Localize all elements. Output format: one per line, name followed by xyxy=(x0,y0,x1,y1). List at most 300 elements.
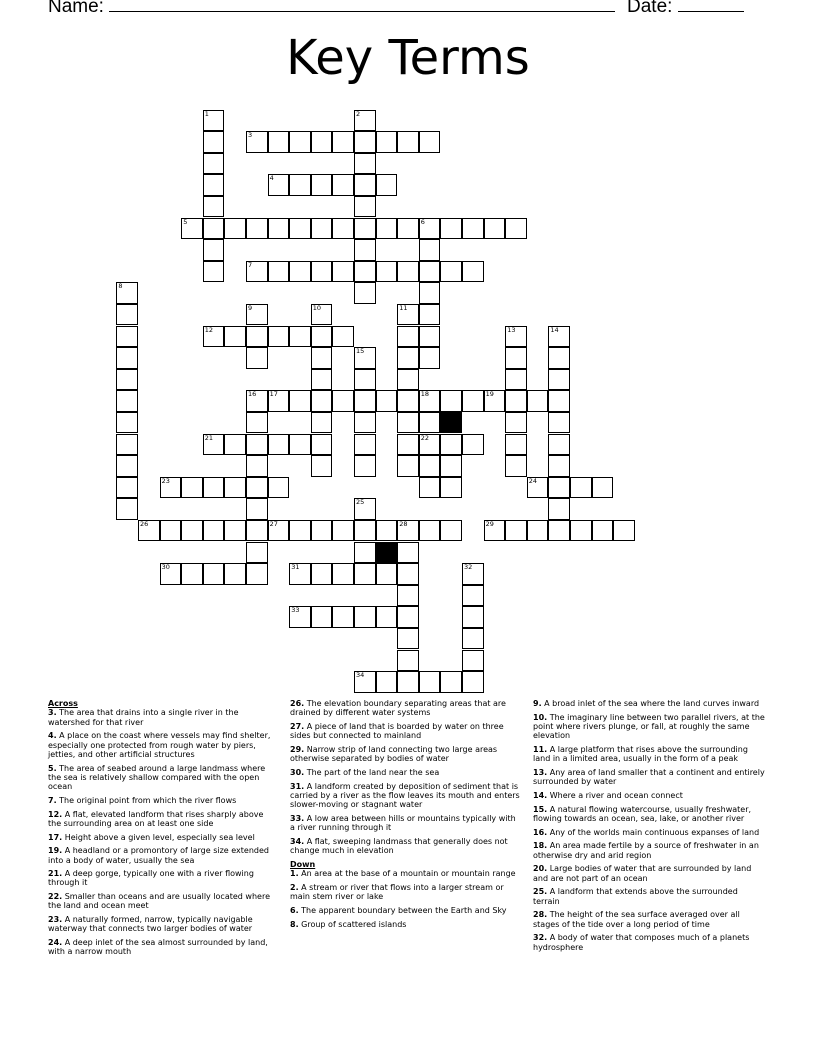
clue-number: 31 xyxy=(291,563,300,572)
grid-cell[interactable] xyxy=(354,434,376,456)
grid-cell[interactable] xyxy=(224,326,246,348)
grid-cell[interactable] xyxy=(548,390,570,412)
grid-cell[interactable] xyxy=(224,218,246,240)
down-clue xyxy=(533,933,765,952)
grid-cell[interactable] xyxy=(397,326,419,348)
grid-cell[interactable] xyxy=(376,520,398,542)
grid-cell[interactable] xyxy=(246,563,268,585)
across-clue xyxy=(290,745,520,764)
grid-cell[interactable] xyxy=(224,434,246,456)
grid-cell[interactable] xyxy=(527,390,549,412)
grid-cell[interactable] xyxy=(419,455,441,477)
down-clue xyxy=(533,828,765,837)
grid-cell[interactable] xyxy=(332,563,354,585)
across-clue xyxy=(290,768,520,777)
clue-number: 6 xyxy=(420,217,425,226)
grid-cell[interactable] xyxy=(548,477,570,499)
grid-cell[interactable] xyxy=(311,218,333,240)
grid-cell[interactable] xyxy=(462,606,484,628)
grid-cell[interactable] xyxy=(354,520,376,542)
grid-cell[interactable] xyxy=(484,520,506,542)
clue-number: 34 xyxy=(356,671,365,680)
clue-number: 30 xyxy=(161,563,170,572)
grid-cell[interactable] xyxy=(505,218,527,240)
grid-cell[interactable] xyxy=(419,434,441,456)
grid-cell[interactable] xyxy=(160,477,182,499)
grid-cell[interactable] xyxy=(203,131,225,153)
grid-cell[interactable] xyxy=(224,520,246,542)
grid-cell[interactable] xyxy=(354,218,376,240)
grid-cell[interactable] xyxy=(246,477,268,499)
clue-number-label: 32. xyxy=(533,933,548,943)
down-clue xyxy=(533,887,765,906)
grid-cell[interactable] xyxy=(397,606,419,628)
clue-number: 28 xyxy=(399,519,408,528)
clue-text: A natural flowing watercourse, usually freshwater, flowing towards an ocean, sea, lake, or another river xyxy=(533,804,752,823)
grid-cell[interactable] xyxy=(224,477,246,499)
grid-cell[interactable] xyxy=(246,455,268,477)
clue-number: 11 xyxy=(399,303,408,312)
grid-cell[interactable] xyxy=(376,131,398,153)
grid-cell[interactable] xyxy=(440,477,462,499)
grid-cell[interactable] xyxy=(311,347,333,369)
clue-number-label: 6. xyxy=(290,905,299,915)
grid-cell[interactable] xyxy=(397,542,419,564)
across-heading: Across xyxy=(48,699,78,708)
grid-cell[interactable] xyxy=(311,434,333,456)
grid-cell[interactable] xyxy=(548,326,570,348)
grid-cell[interactable] xyxy=(505,455,527,477)
across-clue xyxy=(48,869,276,888)
grid-cell[interactable] xyxy=(397,412,419,434)
grid-cell[interactable] xyxy=(332,131,354,153)
grid-cell[interactable] xyxy=(613,520,635,542)
grid-cell[interactable] xyxy=(462,650,484,672)
grid-cell[interactable] xyxy=(505,412,527,434)
across-clue xyxy=(290,699,520,718)
grid-cell[interactable] xyxy=(160,563,182,585)
grid-cell[interactable] xyxy=(116,455,138,477)
grid-cell[interactable] xyxy=(116,347,138,369)
grid-cell[interactable] xyxy=(138,520,160,542)
clue-number: 3 xyxy=(248,131,253,140)
grid-cell[interactable] xyxy=(268,434,290,456)
grid-cell[interactable] xyxy=(268,261,290,283)
clue-text: The height of the sea surface averaged over all stages of the tide over a long period of time xyxy=(533,910,740,929)
grid-cell[interactable] xyxy=(419,412,441,434)
grid-cell[interactable] xyxy=(311,131,333,153)
down-clue xyxy=(533,841,765,860)
grid-cell[interactable] xyxy=(354,606,376,628)
grid-cell[interactable] xyxy=(332,261,354,283)
grid-cell[interactable] xyxy=(246,520,268,542)
grid-cell[interactable] xyxy=(548,412,570,434)
grid-cell[interactable] xyxy=(419,390,441,412)
grid-cell[interactable] xyxy=(246,261,268,283)
clue-number: 9 xyxy=(248,303,253,312)
grid-cell[interactable] xyxy=(397,369,419,391)
grid-cell[interactable] xyxy=(419,282,441,304)
grid-cell[interactable] xyxy=(354,282,376,304)
clue-number-label: 16. xyxy=(533,827,548,837)
grid-cell[interactable] xyxy=(246,412,268,434)
grid-cell[interactable] xyxy=(440,390,462,412)
clue-number-label: 28. xyxy=(533,910,548,920)
grid-cell[interactable] xyxy=(548,369,570,391)
grid-cell[interactable] xyxy=(289,174,311,196)
clues-column-1 xyxy=(48,699,276,961)
grid-cell[interactable] xyxy=(332,390,354,412)
grid-cell[interactable] xyxy=(311,174,333,196)
clue-number-label: 1. xyxy=(290,869,299,879)
clue-number-label: 30. xyxy=(290,767,305,777)
down-clue xyxy=(533,699,765,708)
grid-cell[interactable] xyxy=(419,477,441,499)
grid-cell[interactable] xyxy=(246,326,268,348)
grid-cell[interactable] xyxy=(548,520,570,542)
clue-number-label: 13. xyxy=(533,767,548,777)
grid-cell[interactable] xyxy=(311,304,333,326)
grid-cell[interactable] xyxy=(376,390,398,412)
grid-cell[interactable] xyxy=(397,455,419,477)
grid-cell[interactable] xyxy=(462,434,484,456)
down-clue xyxy=(533,910,765,929)
across-clue xyxy=(48,708,276,727)
clue-number-label: 21. xyxy=(48,869,63,879)
grid-cell[interactable] xyxy=(354,542,376,564)
grid-cell[interactable] xyxy=(462,390,484,412)
grid-cell[interactable] xyxy=(311,369,333,391)
grid-cell[interactable] xyxy=(246,218,268,240)
grid-cell[interactable] xyxy=(268,477,290,499)
grid-cell[interactable] xyxy=(440,455,462,477)
grid-cell[interactable] xyxy=(592,520,614,542)
clue-number-label: 27. xyxy=(290,721,305,731)
grid-cell[interactable] xyxy=(116,326,138,348)
grid-cell[interactable] xyxy=(268,390,290,412)
grid-cell[interactable] xyxy=(505,326,527,348)
grid-cell[interactable] xyxy=(289,520,311,542)
clue-text: Any area of land smaller that a continent and entirely surrounded by water xyxy=(533,767,765,787)
grid-cell[interactable] xyxy=(203,477,225,499)
grid-cell[interactable] xyxy=(332,520,354,542)
down-clue xyxy=(290,883,520,902)
black-cell xyxy=(440,412,462,434)
grid-cell[interactable] xyxy=(505,520,527,542)
grid-cell[interactable] xyxy=(462,563,484,585)
grid-cell[interactable] xyxy=(354,131,376,153)
down-clue xyxy=(533,864,765,883)
grid-cell[interactable] xyxy=(397,585,419,607)
grid-cell[interactable] xyxy=(160,520,182,542)
grid-cell[interactable] xyxy=(397,218,419,240)
clue-number: 10 xyxy=(312,303,322,312)
clue-number: 8 xyxy=(118,282,123,291)
clue-number-label: 23. xyxy=(48,915,63,925)
grid-cell[interactable] xyxy=(354,498,376,520)
clue-number: 27 xyxy=(269,519,278,528)
grid-cell[interactable] xyxy=(440,520,462,542)
across-clue xyxy=(48,810,276,829)
grid-cell[interactable] xyxy=(203,520,225,542)
grid-cell[interactable] xyxy=(354,261,376,283)
grid-cell[interactable] xyxy=(289,131,311,153)
black-cell xyxy=(376,542,398,564)
clue-text: Narrow strip of land connecting two large areas otherwise separated by bodies of water xyxy=(290,744,498,764)
grid-cell[interactable] xyxy=(311,261,333,283)
grid-cell[interactable] xyxy=(203,218,225,240)
grid-cell[interactable] xyxy=(181,218,203,240)
grid-cell[interactable] xyxy=(354,390,376,412)
grid-cell[interactable] xyxy=(203,434,225,456)
clue-text: A naturally formed, narrow, typically navigable waterway that connects two larger bodies of water xyxy=(48,915,253,934)
clues-column-2 xyxy=(290,699,520,933)
grid-cell[interactable] xyxy=(181,563,203,585)
grid-cell[interactable] xyxy=(419,347,441,369)
down-clue xyxy=(533,805,765,824)
grid-cell[interactable] xyxy=(311,606,333,628)
grid-cell[interactable] xyxy=(462,585,484,607)
clue-number: 4 xyxy=(269,174,274,183)
grid-cell[interactable] xyxy=(548,455,570,477)
grid-cell[interactable] xyxy=(505,434,527,456)
across-clue xyxy=(48,796,276,805)
clue-number-label: 15. xyxy=(533,804,548,814)
clue-text: A place on the coast where vessels may find shelter, especially one protected from rough water by piers, jetties, and other artificial structures xyxy=(48,731,271,759)
grid-cell[interactable] xyxy=(311,412,333,434)
clue-number-label: 14. xyxy=(533,790,548,800)
grid-cell[interactable] xyxy=(116,304,138,326)
grid-cell[interactable] xyxy=(484,218,506,240)
grid-cell[interactable] xyxy=(376,563,398,585)
grid-cell[interactable] xyxy=(116,390,138,412)
grid-cell[interactable] xyxy=(419,671,441,693)
grid-cell[interactable] xyxy=(354,347,376,369)
grid-cell[interactable] xyxy=(116,412,138,434)
grid-cell[interactable] xyxy=(311,326,333,348)
clue-number-label: 29. xyxy=(290,744,305,754)
grid-cell[interactable] xyxy=(203,326,225,348)
grid-cell[interactable] xyxy=(548,434,570,456)
grid-cell[interactable] xyxy=(397,131,419,153)
grid-cell[interactable] xyxy=(268,520,290,542)
grid-cell[interactable] xyxy=(440,671,462,693)
grid-cell[interactable] xyxy=(246,304,268,326)
clue-text: The area of seabed around a large landmass where the sea is relatively shallow compared with the open ocean xyxy=(48,763,266,792)
grid-cell[interactable] xyxy=(332,218,354,240)
clue-text: A flat, sweeping landmass that generally does not change much in elevation xyxy=(290,836,508,856)
grid-cell[interactable] xyxy=(116,477,138,499)
grid-cell[interactable] xyxy=(289,261,311,283)
grid-cell[interactable] xyxy=(289,563,311,585)
clue-number: 20 xyxy=(442,411,451,420)
grid-cell[interactable] xyxy=(354,455,376,477)
down-clue xyxy=(533,745,765,764)
grid-cell[interactable] xyxy=(419,218,441,240)
grid-cell[interactable] xyxy=(203,239,225,261)
grid-cell[interactable] xyxy=(354,174,376,196)
grid-cell[interactable] xyxy=(246,498,268,520)
grid-cell[interactable] xyxy=(419,261,441,283)
grid-cell[interactable] xyxy=(203,174,225,196)
across-clue xyxy=(290,814,520,833)
grid-cell[interactable] xyxy=(397,390,419,412)
clue-text: Group of scattered islands xyxy=(298,919,407,929)
grid-cell[interactable] xyxy=(203,196,225,218)
grid-cell[interactable] xyxy=(397,347,419,369)
grid-cell[interactable] xyxy=(376,671,398,693)
across-clue xyxy=(48,846,276,865)
grid-cell[interactable] xyxy=(376,261,398,283)
grid-cell[interactable] xyxy=(592,477,614,499)
grid-cell[interactable] xyxy=(462,261,484,283)
grid-cell[interactable] xyxy=(570,520,592,542)
grid-cell[interactable] xyxy=(397,563,419,585)
across-clue xyxy=(290,722,520,741)
grid-cell[interactable] xyxy=(527,477,549,499)
grid-cell[interactable] xyxy=(419,131,441,153)
grid-cell[interactable] xyxy=(268,326,290,348)
clue-number-label: 17. xyxy=(48,832,63,842)
grid-cell[interactable] xyxy=(116,498,138,520)
grid-cell[interactable] xyxy=(181,477,203,499)
down-clue xyxy=(290,920,520,929)
grid-cell[interactable] xyxy=(116,434,138,456)
grid-cell[interactable] xyxy=(246,434,268,456)
clue-number: 16 xyxy=(248,390,257,399)
grid-cell[interactable] xyxy=(376,218,398,240)
clue-number: 14 xyxy=(550,325,559,334)
clue-number-label: 18. xyxy=(533,841,548,851)
grid-cell[interactable] xyxy=(289,218,311,240)
grid-cell[interactable] xyxy=(397,304,419,326)
grid-cell[interactable] xyxy=(268,218,290,240)
grid-cell[interactable] xyxy=(419,304,441,326)
clue-number: 23 xyxy=(161,476,170,485)
grid-cell[interactable] xyxy=(181,520,203,542)
grid-cell[interactable] xyxy=(268,174,290,196)
grid-cell[interactable] xyxy=(203,110,225,132)
grid-cell[interactable] xyxy=(332,174,354,196)
clue-number-label: 34. xyxy=(290,836,305,846)
grid-cell[interactable] xyxy=(397,520,419,542)
grid-cell[interactable] xyxy=(354,369,376,391)
grid-cell[interactable] xyxy=(419,239,441,261)
grid-cell[interactable] xyxy=(311,563,333,585)
grid-cell[interactable] xyxy=(397,261,419,283)
across-clue xyxy=(48,731,276,759)
grid-cell[interactable] xyxy=(116,282,138,304)
grid-cell[interactable] xyxy=(354,110,376,132)
grid-cell[interactable] xyxy=(527,520,549,542)
grid-cell[interactable] xyxy=(548,498,570,520)
grid-cell[interactable] xyxy=(505,347,527,369)
grid-cell[interactable] xyxy=(246,542,268,564)
down-clue xyxy=(533,768,765,787)
grid-cell[interactable] xyxy=(289,434,311,456)
clue-number-label: 31. xyxy=(290,781,305,791)
grid-cell[interactable] xyxy=(224,563,246,585)
clue-text: An area made fertile by a source of freshwater in an otherwise dry and arid region xyxy=(533,841,759,860)
grid-cell[interactable] xyxy=(484,390,506,412)
grid-cell[interactable] xyxy=(246,390,268,412)
clue-number-label: 12. xyxy=(48,809,63,819)
grid-cell[interactable] xyxy=(289,606,311,628)
grid-cell[interactable] xyxy=(116,369,138,391)
grid-cell[interactable] xyxy=(419,520,441,542)
clue-text: A flat, elevated landform that rises sharply above the surrounding area on at least one side xyxy=(48,809,264,828)
grid-cell[interactable] xyxy=(462,628,484,650)
grid-cell[interactable] xyxy=(268,131,290,153)
clue-text: The elevation boundary separating areas that are drained by different water systems xyxy=(290,699,506,718)
clue-text: Height above a given level, especially sea level xyxy=(62,832,255,842)
clue-number-label: 33. xyxy=(290,813,305,823)
grid-cell[interactable] xyxy=(397,434,419,456)
grid-cell[interactable] xyxy=(462,218,484,240)
grid-cell[interactable] xyxy=(354,412,376,434)
grid-cell[interactable] xyxy=(354,153,376,175)
page-title: Key Terms xyxy=(286,30,530,86)
clue-text: A headland or a promontory of large size extended into a body of water, usually the sea xyxy=(48,846,269,865)
clue-number: 2 xyxy=(356,109,361,118)
grid-cell[interactable] xyxy=(354,563,376,585)
grid-cell[interactable] xyxy=(440,434,462,456)
grid-cell[interactable] xyxy=(354,671,376,693)
grid-cell[interactable] xyxy=(419,326,441,348)
grid-cell[interactable] xyxy=(548,347,570,369)
grid-cell[interactable] xyxy=(332,326,354,348)
grid-cell[interactable] xyxy=(376,606,398,628)
grid-cell[interactable] xyxy=(311,390,333,412)
grid-cell[interactable] xyxy=(311,520,333,542)
grid-cell[interactable] xyxy=(505,369,527,391)
grid-cell[interactable] xyxy=(246,131,268,153)
clue-text: A landform created by deposition of sediment that is carried by a river as the flow leaves its mouth and enters slower-moving or stagnant water xyxy=(290,781,520,810)
grid-cell[interactable] xyxy=(397,650,419,672)
grid-cell[interactable] xyxy=(246,347,268,369)
clue-number: 15 xyxy=(356,347,365,356)
grid-cell[interactable] xyxy=(354,196,376,218)
clue-number-label: 5. xyxy=(48,763,57,773)
grid-cell[interactable] xyxy=(440,261,462,283)
grid-cell[interactable] xyxy=(440,218,462,240)
across-clue xyxy=(48,764,276,792)
grid-cell[interactable] xyxy=(203,261,225,283)
clue-number-label: 8. xyxy=(290,919,299,929)
grid-cell[interactable] xyxy=(289,390,311,412)
grid-cell[interactable] xyxy=(376,174,398,196)
grid-cell[interactable] xyxy=(203,563,225,585)
across-clue xyxy=(290,782,520,810)
clue-number: 26 xyxy=(140,519,149,528)
grid-cell[interactable] xyxy=(505,390,527,412)
grid-cell[interactable] xyxy=(354,239,376,261)
clue-number-label: 19. xyxy=(48,846,63,856)
clue-text: A landform that extends above the surrounded terrain xyxy=(533,887,738,906)
grid-cell[interactable] xyxy=(570,477,592,499)
across-clue xyxy=(48,833,276,842)
grid-cell[interactable] xyxy=(397,671,419,693)
grid-cell[interactable] xyxy=(397,628,419,650)
clue-number-label: 26. xyxy=(290,699,305,708)
grid-cell[interactable] xyxy=(462,671,484,693)
clue-number-label: 2. xyxy=(290,882,299,892)
grid-cell[interactable] xyxy=(311,455,333,477)
clue-number: 25 xyxy=(356,498,365,507)
grid-cell[interactable] xyxy=(332,606,354,628)
grid-cell[interactable] xyxy=(203,153,225,175)
grid-cell[interactable] xyxy=(289,326,311,348)
